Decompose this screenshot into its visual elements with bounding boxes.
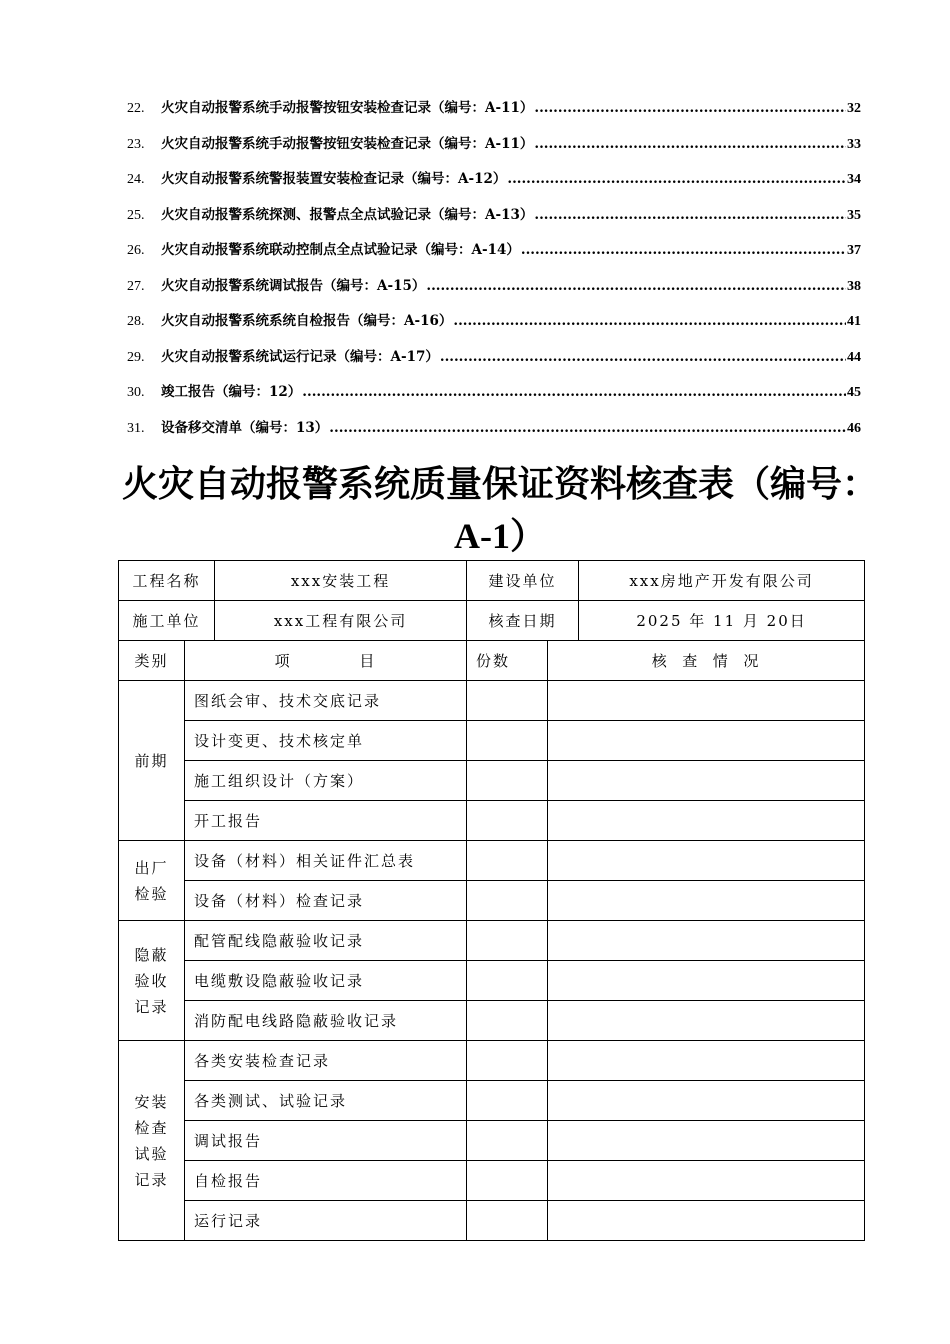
toc-page: 37 — [847, 243, 861, 258]
table-row — [119, 1201, 865, 1241]
item-cell: 电缆敷设隐蔽验收记录 — [185, 961, 467, 1001]
copies-cell[interactable] — [467, 961, 548, 1001]
copies-cell[interactable] — [467, 1081, 548, 1121]
category-cell — [119, 841, 185, 921]
status-cell[interactable] — [548, 1041, 865, 1081]
category-label: 记录 — [134, 1170, 169, 1189]
table-row — [119, 681, 865, 721]
copies-cell[interactable] — [467, 1041, 548, 1081]
toc-entry[interactable] — [127, 167, 861, 203]
toc-entry[interactable] — [127, 274, 861, 310]
column-header-row — [119, 641, 865, 681]
copies-cell[interactable] — [467, 1201, 548, 1241]
toc-entry[interactable] — [127, 380, 861, 416]
status-cell[interactable] — [548, 881, 865, 921]
table-row — [119, 1081, 865, 1121]
category-label: 记录 — [134, 997, 169, 1016]
category-label: 验收 — [134, 971, 169, 990]
toc-title: 火灾自动报警系统调试报告（编号：A-15） — [161, 277, 426, 294]
toc-page: 34 — [847, 172, 861, 187]
category-label: 隐蔽 — [134, 945, 169, 964]
toc-leader — [302, 384, 846, 400]
category-cell — [119, 921, 185, 1041]
toc-leader — [534, 207, 846, 223]
status-cell[interactable] — [548, 801, 865, 841]
item-cell: 自检报告 — [185, 1161, 467, 1201]
toc-entry[interactable] — [127, 238, 861, 274]
category-column-header: 类别 — [119, 641, 185, 681]
status-cell[interactable] — [548, 1161, 865, 1201]
table-row — [119, 761, 865, 801]
toc-page: 41 — [847, 314, 861, 329]
status-cell[interactable] — [548, 681, 865, 721]
toc-page: 38 — [847, 278, 861, 294]
header-row-contractor — [119, 601, 865, 641]
toc-leader — [534, 100, 846, 116]
category-cell — [119, 681, 185, 841]
contractor-value[interactable]: xxx工程有限公司 — [215, 601, 467, 641]
copies-column-header: 份数 — [467, 641, 548, 681]
toc-number: 31. — [127, 420, 145, 436]
category-label: 检验 — [134, 884, 169, 903]
status-cell[interactable] — [548, 761, 865, 801]
form-title: 火灾自动报警系统质量保证资料核查表（编号： — [121, 463, 878, 505]
check-date-label: 核查日期 — [467, 601, 579, 641]
check-date-value[interactable]: 2025 年 11 月 20日 — [579, 601, 865, 641]
toc-entry[interactable] — [127, 96, 861, 132]
copies-cell[interactable] — [467, 921, 548, 961]
toc-number: 22. — [127, 101, 145, 116]
item-cell: 调试报告 — [185, 1121, 467, 1161]
item-cell: 图纸会审、技术交底记录 — [185, 681, 467, 721]
table-row — [119, 961, 865, 1001]
table-of-contents — [127, 96, 861, 451]
toc-title: 设备移交清单（编号：13） — [161, 419, 329, 436]
item-cell: 运行记录 — [185, 1201, 467, 1241]
category-label: 安装 — [134, 1092, 169, 1111]
item-cell: 各类安装检查记录 — [185, 1041, 467, 1081]
item-cell: 配管配线隐蔽验收记录 — [185, 921, 467, 961]
status-cell[interactable] — [548, 1081, 865, 1121]
copies-cell[interactable] — [467, 721, 548, 761]
toc-entry[interactable] — [127, 309, 861, 345]
category-label: 试验 — [134, 1144, 169, 1163]
toc-title: 火灾自动报警系统系统自检报告（编号：A-16） — [161, 313, 453, 329]
toc-number: 23. — [127, 136, 145, 152]
toc-title: 火灾自动报警系统试运行记录（编号：A-17） — [161, 348, 439, 365]
toc-number: 27. — [127, 278, 145, 294]
category-label: 前期 — [134, 751, 169, 770]
status-cell[interactable] — [548, 961, 865, 1001]
status-column-header: 核 查 情 况 — [548, 641, 865, 681]
copies-cell[interactable] — [467, 1121, 548, 1161]
toc-leader — [521, 242, 846, 258]
toc-page: 35 — [847, 207, 861, 223]
status-cell[interactable] — [548, 921, 865, 961]
item-cell: 施工组织设计（方案） — [185, 761, 467, 801]
item-cell: 设计变更、技术核定单 — [185, 721, 467, 761]
toc-number: 28. — [127, 314, 145, 329]
toc-number: 24. — [127, 172, 145, 187]
category-label: 出厂 — [134, 858, 169, 877]
builder-value[interactable]: xxx房地产开发有限公司 — [579, 561, 865, 601]
project-name-label: 工程名称 — [119, 561, 215, 601]
header-row-project — [119, 561, 865, 601]
toc-page: 44 — [847, 349, 861, 365]
copies-cell[interactable] — [467, 681, 548, 721]
toc-entry[interactable] — [127, 203, 861, 239]
toc-page: 32 — [847, 101, 861, 116]
toc-number: 29. — [127, 349, 145, 365]
table-row — [119, 721, 865, 761]
table-row — [119, 841, 865, 881]
item-cell: 开工报告 — [185, 801, 467, 841]
table-row — [119, 921, 865, 961]
table-row — [119, 1001, 865, 1041]
contractor-label: 施工单位 — [119, 601, 215, 641]
toc-title: 火灾自动报警系统手动报警按钮安装检查记录（编号：A-11） — [161, 135, 534, 152]
item-cell: 设备（材料）相关证件汇总表 — [185, 841, 467, 881]
item-cell: 各类测试、试验记录 — [185, 1081, 467, 1121]
toc-title: 火灾自动报警系统警报装置安装检查记录（编号：A-12） — [161, 171, 507, 187]
copies-cell[interactable] — [467, 761, 548, 801]
copies-cell[interactable] — [467, 1001, 548, 1041]
toc-entry[interactable] — [127, 345, 861, 381]
table-row — [119, 1041, 865, 1081]
toc-page: 46 — [847, 420, 861, 436]
toc-leader — [534, 136, 846, 152]
status-cell[interactable] — [548, 841, 865, 881]
copies-cell[interactable] — [467, 881, 548, 921]
table-row — [119, 801, 865, 841]
checklist-table — [118, 560, 865, 1241]
toc-number: 26. — [127, 243, 145, 258]
toc-title: 火灾自动报警系统联动控制点全点试验记录（编号：A-14） — [161, 242, 520, 258]
toc-number: 25. — [127, 207, 145, 223]
builder-label: 建设单位 — [467, 561, 579, 601]
category-cell — [119, 1041, 185, 1241]
status-cell[interactable] — [548, 1001, 865, 1041]
copies-cell[interactable] — [467, 841, 548, 881]
item-cell: 设备（材料）检查记录 — [185, 881, 467, 921]
status-cell[interactable] — [548, 721, 865, 761]
toc-title: 竣工报告（编号：12） — [161, 384, 302, 400]
form-title-code: A-1） — [454, 516, 546, 556]
toc-title: 火灾自动报警系统探测、报警点全点试验记录（编号：A-13） — [161, 206, 534, 223]
toc-leader — [453, 313, 846, 329]
copies-cell[interactable] — [467, 801, 548, 841]
toc-entry[interactable] — [127, 132, 861, 168]
status-cell[interactable] — [548, 1201, 865, 1241]
status-cell[interactable] — [548, 1121, 865, 1161]
category-label: 检查 — [134, 1118, 169, 1137]
project-name-value[interactable]: xxx安装工程 — [215, 561, 467, 601]
table-row — [119, 1161, 865, 1201]
toc-entry[interactable] — [127, 416, 861, 452]
toc-number: 30. — [127, 385, 145, 400]
item-column-header: 项 目 — [185, 641, 467, 681]
toc-leader — [426, 278, 846, 294]
toc-leader — [329, 420, 846, 436]
table-row — [119, 1121, 865, 1161]
toc-page: 45 — [847, 385, 861, 400]
table-row — [119, 881, 865, 921]
toc-leader — [507, 171, 846, 187]
copies-cell[interactable] — [467, 1161, 548, 1201]
toc-page: 33 — [847, 136, 861, 152]
item-cell: 消防配电线路隐蔽验收记录 — [185, 1001, 467, 1041]
toc-leader — [440, 349, 846, 365]
toc-title: 火灾自动报警系统手动报警按钮安装检查记录（编号：A-11） — [161, 100, 534, 116]
